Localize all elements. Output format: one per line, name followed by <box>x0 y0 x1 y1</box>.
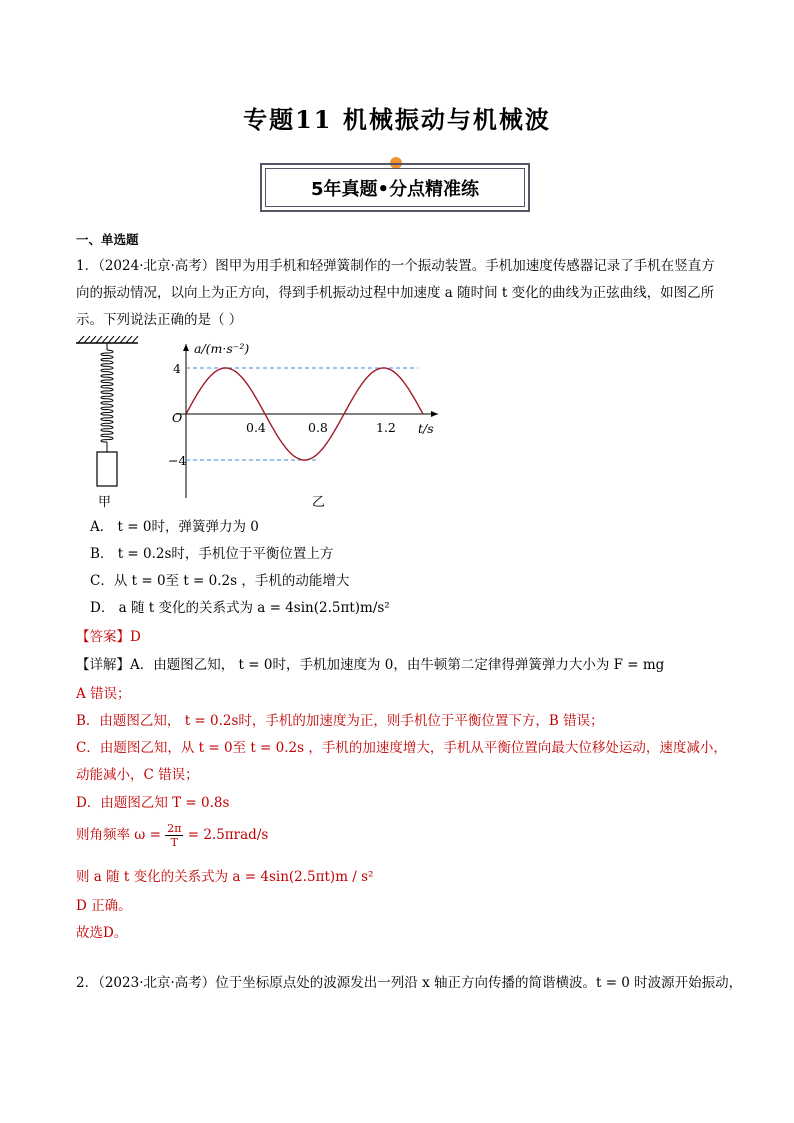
page-title: 专题11 机械振动与机械波 <box>243 105 551 134</box>
q1-option-a: A． t = 0时，弹簧弹力为 0 <box>90 519 259 535</box>
caption-jia: 甲 <box>98 495 112 510</box>
section-heading: 一、单选题 <box>76 232 139 247</box>
q1-stem-line-2: 向的振动情况，以向上为正方向，得到手机振动过程中加速度 a 随时间 t 变化的曲线为正弦曲线，如图乙所 <box>76 285 715 301</box>
banner-box <box>260 163 530 212</box>
q1-detail-line-10: 故选D。 <box>76 925 128 941</box>
x-tick-label-0.4: 0.4 <box>246 420 266 435</box>
q1-detail-line-5: 动能减小，C 错误； <box>76 767 199 783</box>
caption-yi: 乙 <box>312 495 326 510</box>
q1-answer: 【答案】D <box>76 629 141 645</box>
q1-stem-line-1: 1．（2024·北京·高考）图甲为用手机和轻弹簧制作的一个振动装置。手机加速度传感器记录了手机在竖直方 <box>76 258 715 274</box>
q1-detail-line-9: D 正确。 <box>76 898 132 914</box>
y-tick-label-minus-4: −4 <box>168 453 187 468</box>
q1-detail-line-7 <box>76 820 268 850</box>
q1-detail-line-2: A 错误； <box>76 686 131 702</box>
t-axis-arrow <box>431 411 438 417</box>
angular-frequency-lead: 则角频率 ω = <box>76 827 166 843</box>
q1-detail-line-6: D．由题图乙知 T = 0.8s <box>76 795 230 811</box>
x-axis-label: t/s <box>418 421 434 436</box>
origin-label: O <box>172 410 183 425</box>
ceiling-hatch <box>78 336 138 343</box>
x-tick-label-1.2: 1.2 <box>376 420 396 435</box>
spring-coil <box>101 350 113 442</box>
phone-block <box>97 452 117 486</box>
a-axis-arrow <box>183 344 189 351</box>
q1-detail-line-3: B．由题图乙知， t = 0.2s时，手机的加速度为正，则手机位于平衡位置下方，B 错误； <box>76 713 604 729</box>
x-tick-label-0.8: 0.8 <box>308 420 328 435</box>
fraction-2pi-over-T <box>165 822 183 849</box>
q2-stem-line-1: 2．（2023·北京·高考）位于坐标原点处的波源发出一列沿 x 轴正方向传播的简谐横波。t = 0 时波源开始振动， <box>76 975 743 991</box>
q1-figure <box>76 336 456 514</box>
y-tick-label-4: 4 <box>173 361 181 376</box>
fraction-numerator: 2π <box>167 822 182 835</box>
angular-frequency-result: = 2.5πrad/s <box>183 827 269 843</box>
banner-text: 5年真题•分点精准练 <box>310 179 480 200</box>
q1-detail-line-8: 则 a 随 t 变化的关系式为 a = 4sin(2.5πt)m / s² <box>76 869 374 885</box>
a-t-graph <box>168 341 438 498</box>
q1-detail-line-1: 【详解】A．由题图乙知， t = 0时，手机加速度为 0，由牛顿第二定律得弹簧弹力大小为 F = mg <box>76 657 665 673</box>
q1-detail-line-4: C．由题图乙知，从 t = 0至 t = 0.2s ，手机的加速度增大，手机从平衡位置向最大位移处运动，速度减小， <box>76 740 727 756</box>
q1-option-d: D． a 随 t 变化的关系式为 a = 4sin(2.5πt)m/s² <box>90 600 390 616</box>
q1-stem-line-3: 示。下列说法正确的是（ ） <box>76 312 243 328</box>
fraction-denominator: T <box>170 836 178 849</box>
q1-option-b: B． t = 0.2s时，手机位于平衡位置上方 <box>90 546 334 562</box>
y-axis-label: a/(m·s⁻²) <box>194 341 250 356</box>
q1-option-c: C．从 t = 0至 t = 0.2s ，手机的动能增大 <box>90 573 350 589</box>
